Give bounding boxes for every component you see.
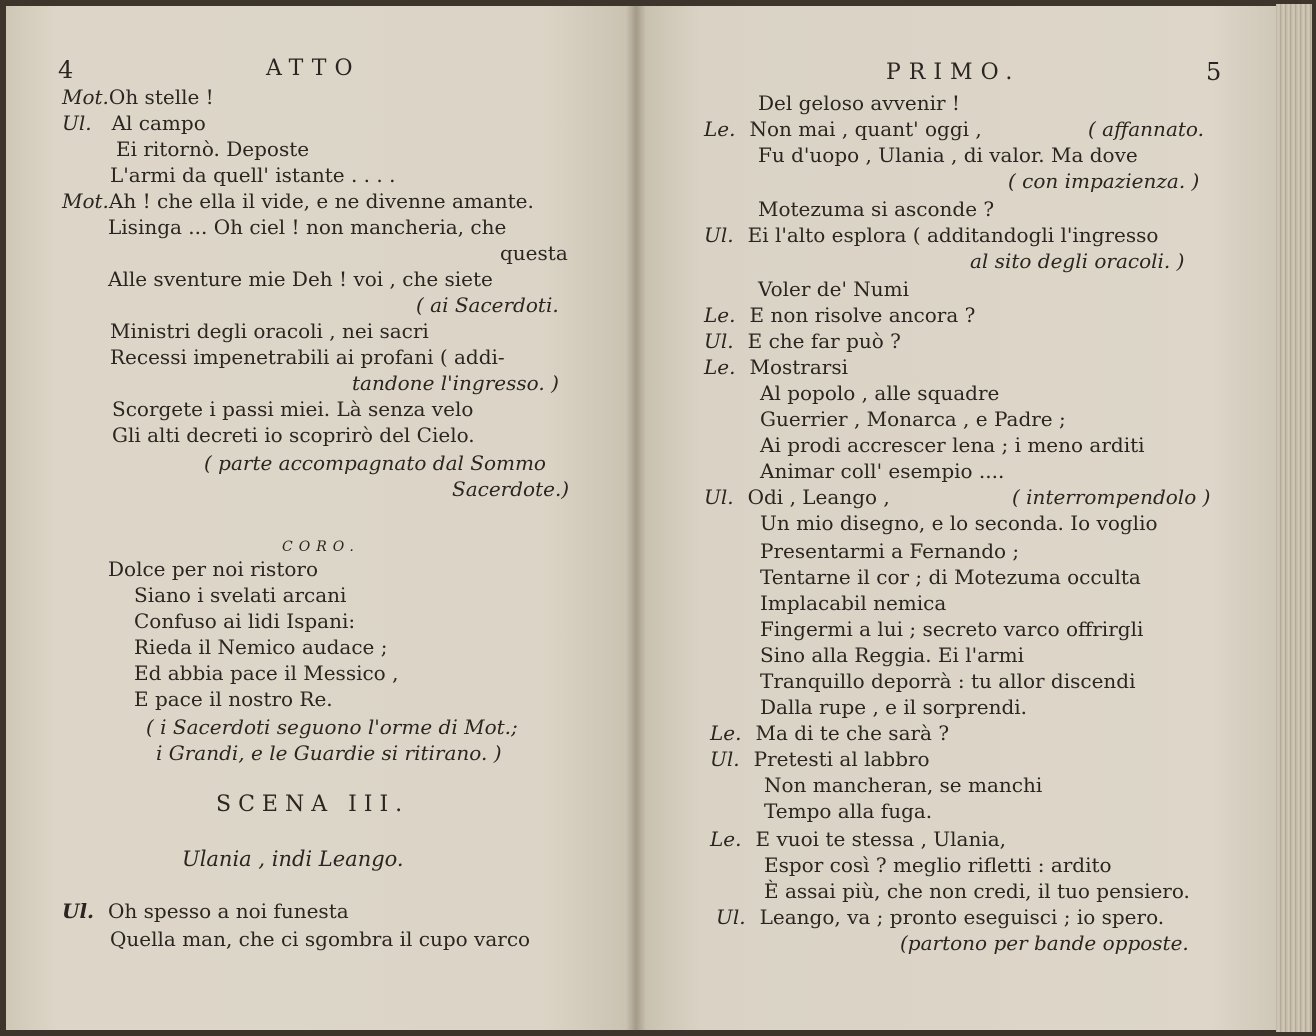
stage-direction: ( parte accompagnato dal Sommo <box>204 451 546 475</box>
stage-direction: i Grandi, e le Guardie si ritirano. ) <box>156 741 502 765</box>
stage-direction: tandone l'ingresso. ) <box>352 371 559 395</box>
verse: Espor così ? meglio rifletti : ardito <box>764 853 1112 877</box>
page-number-right: 5 <box>1206 58 1222 86</box>
verse: Ma di te che sarà ? <box>755 721 950 745</box>
verse: Guerrier , Monarca , e Padre ; <box>760 407 1066 431</box>
text-line <box>710 720 949 746</box>
verse: Fu d'uopo , Ulania , di valor. Ma dove <box>758 143 1138 167</box>
verse: Oh stelle ! <box>108 85 214 109</box>
text-line <box>704 116 982 142</box>
verse: questa <box>500 241 568 265</box>
stage-direction: ( i Sacerdoti seguono l'orme di Mot.; <box>146 715 518 739</box>
speaker: Ul. <box>62 111 92 135</box>
text-line <box>62 188 534 214</box>
verse: Recessi impenetrabili ai profani ( addi- <box>110 345 505 369</box>
verse: Alle sventure mie Deh ! voi , che siete <box>108 267 493 291</box>
book-gutter <box>626 6 646 1030</box>
speaker: Ul. <box>716 905 746 929</box>
verse: Oh spesso a noi funesta <box>108 899 349 923</box>
chorus-line: Ed abbia pace il Messico , <box>134 661 399 685</box>
text-line <box>704 302 975 328</box>
verse: Al campo <box>111 111 206 135</box>
verse: Voler de' Numi <box>758 277 910 301</box>
verse: Pretesti al labbro <box>753 747 930 771</box>
chorus-line: E pace il nostro Re. <box>134 687 333 711</box>
verse: E vuoi te stessa , Ulania, <box>755 827 1007 851</box>
verse: Del geloso avvenir ! <box>758 91 960 115</box>
speaker: Ul. <box>62 899 95 923</box>
text-line <box>62 110 206 136</box>
speaker: Le. <box>704 355 736 379</box>
verse: È assai più, che non credi, il tuo pensiero. <box>764 879 1190 903</box>
verse: Sino alla Reggia. Ei l'armi <box>760 643 1025 667</box>
text-line <box>62 898 349 924</box>
verse: Leango, va ; pronto eseguisci ; io spero. <box>759 905 1165 929</box>
left-page <box>6 6 636 1030</box>
stage-direction: Sacerdote.) <box>452 477 570 501</box>
speaker: Ul. <box>704 223 734 247</box>
stage-direction: ( con impazienza. ) <box>1008 169 1200 193</box>
verse: Tentarne il cor ; di Motezuma occulta <box>760 565 1141 589</box>
verse: Fingermi a lui ; secreto varco offrirgli <box>760 617 1144 641</box>
page-edges <box>1276 4 1312 1032</box>
verse: Animar coll' esempio .... <box>760 459 1005 483</box>
verse: E non risolve ancora ? <box>749 303 976 327</box>
text-line <box>704 222 1158 248</box>
chorus-line: Confuso ai lidi Ispani: <box>134 609 356 633</box>
verse: Ei l'alto esplora ( additandogli l'ingresso <box>747 223 1159 247</box>
chorus-line: Dolce per noi ristoro <box>108 557 318 581</box>
verse: Non mai , quant' oggi , <box>749 117 982 141</box>
chorus-line: Siano i svelati arcani <box>134 583 347 607</box>
verse: Ei ritornò. Deposte <box>116 137 310 161</box>
verse: Dalla rupe , e il sorprendi. <box>760 695 1028 719</box>
stage-direction: al sito degli oracoli. ) <box>970 249 1185 273</box>
speaker: Ul. <box>710 747 740 771</box>
verse: Ah ! che ella il vide, e ne divenne amante. <box>108 189 534 213</box>
scene-persons: Ulania , indi Leango. <box>182 847 404 871</box>
chorus-title: CORO. <box>282 539 360 555</box>
verse: L'armi da quell' istante . . . . <box>110 163 396 187</box>
text-line <box>710 746 930 772</box>
stage-direction: ( ai Sacerdoti. <box>416 293 559 317</box>
verse: E che far può ? <box>747 329 901 353</box>
running-header-left: ATTO <box>266 56 361 81</box>
verse: Al popolo , alle squadre <box>760 381 1000 405</box>
text-line <box>710 826 1006 852</box>
speaker: Le. <box>704 303 736 327</box>
verse: Mostrarsi <box>749 355 849 379</box>
verse: Presentarmi a Fernando ; <box>760 539 1020 563</box>
text-line <box>704 328 901 354</box>
speaker: Mot. <box>62 189 109 213</box>
speaker: Le. <box>710 827 742 851</box>
text-line <box>704 484 890 510</box>
verse: Scorgete i passi miei. Là senza velo <box>112 397 474 421</box>
scene-title: SCENA III. <box>216 792 410 817</box>
verse: Un mio disegno, e lo seconda. Io voglio <box>760 511 1158 535</box>
verse: Non mancheran, se manchi <box>764 773 1043 797</box>
page-number-left: 4 <box>58 56 74 84</box>
text-line <box>704 354 848 380</box>
verse: Tempo alla fuga. <box>764 799 933 823</box>
stage-direction: (partono per bande opposte. <box>900 931 1189 955</box>
running-header-right: PRIMO. <box>886 60 1021 85</box>
verse: Odi , Leango , <box>747 485 890 509</box>
verse: Motezuma si asconde ? <box>758 197 995 221</box>
verse: Gli alti decreti io scoprirò del Cielo. <box>112 423 475 447</box>
verse: Ministri degli oracoli , nei sacri <box>110 319 429 343</box>
stage-direction: ( interrompendolo ) <box>1012 485 1211 509</box>
verse: Tranquillo deporrà : tu allor discendi <box>760 669 1136 693</box>
speaker: Ul. <box>704 329 734 353</box>
stage-direction: ( affannato. <box>1088 117 1204 141</box>
chorus-line: Rieda il Nemico audace ; <box>134 635 388 659</box>
speaker: Le. <box>710 721 742 745</box>
verse: Ai prodi accrescer lena ; i meno arditi <box>760 433 1145 457</box>
text-line <box>716 904 1164 930</box>
verse: Quella man, che ci sgombra il cupo varco <box>110 927 531 951</box>
speaker: Le. <box>704 117 736 141</box>
text-line <box>62 84 214 110</box>
verse: Implacabil nemica <box>760 591 947 615</box>
speaker: Mot. <box>62 85 109 109</box>
verse: Lisinga ... Oh ciel ! non mancheria, che <box>108 215 507 239</box>
speaker: Ul. <box>704 485 734 509</box>
